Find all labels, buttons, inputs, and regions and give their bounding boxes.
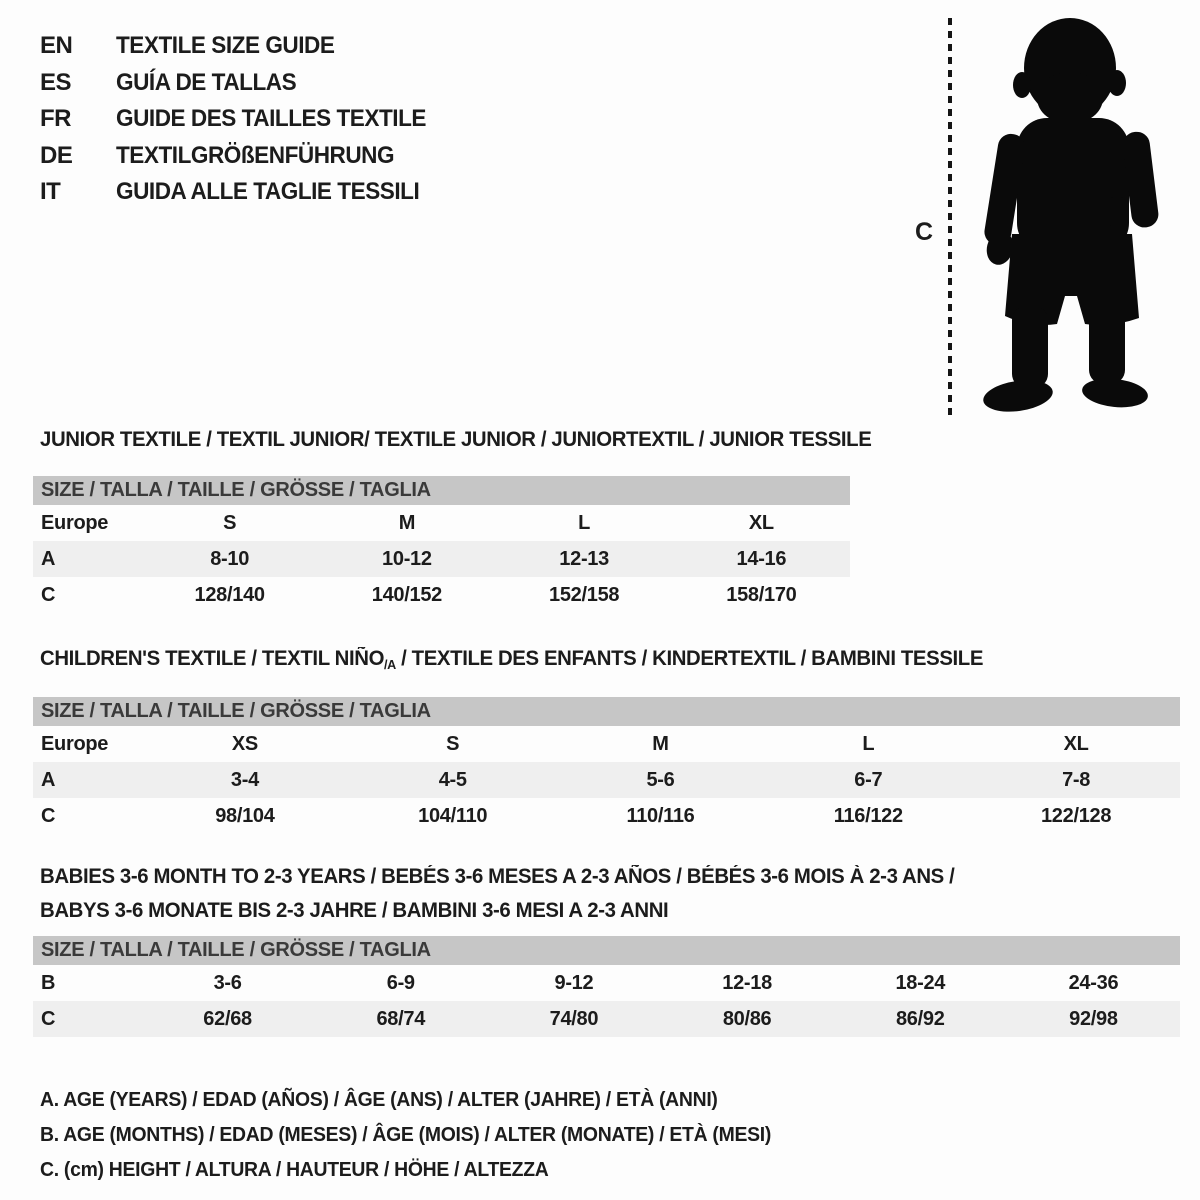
size-cell: L bbox=[578, 511, 591, 534]
height-cell: 98/104 bbox=[215, 804, 275, 827]
age-cell: 10-12 bbox=[382, 547, 432, 570]
title-part: CHILDREN'S TEXTILE / TEXTIL NIÑO bbox=[40, 647, 385, 670]
language-title: GUÍA DE TALLAS bbox=[116, 68, 297, 96]
height-measure-line bbox=[948, 18, 952, 418]
age-cell: 12-13 bbox=[559, 547, 609, 570]
row-label: A bbox=[41, 547, 56, 570]
age-cell: 3-4 bbox=[230, 768, 259, 791]
table-row-europe bbox=[33, 505, 850, 541]
language-title: TEXTILE SIZE GUIDE bbox=[116, 32, 335, 60]
babies-size-table bbox=[33, 936, 1180, 1037]
language-code: EN bbox=[40, 32, 73, 60]
age-cell: 14-16 bbox=[736, 547, 787, 570]
table-row-europe bbox=[33, 726, 1180, 762]
age-cell: 8-10 bbox=[210, 547, 250, 570]
language-code: ES bbox=[40, 68, 72, 96]
row-label: C bbox=[41, 583, 56, 606]
legend bbox=[40, 1083, 1183, 1188]
junior-size-table bbox=[33, 476, 850, 613]
age-cell: 7-8 bbox=[1062, 768, 1091, 791]
size-header-bar: SIZE / TALLA / TAILLE / GRÖSSE / TAGLIA bbox=[33, 936, 1180, 965]
height-cell: 92/98 bbox=[1069, 1007, 1118, 1030]
height-cell: 152/158 bbox=[549, 583, 620, 606]
size-cell: S bbox=[446, 732, 460, 755]
language-code: FR bbox=[40, 105, 71, 133]
legend-age-years: A. AGE (YEARS) / EDAD (AÑOS) / ÂGE (ANS) / ALTER (JAHRE) / ETÀ (ANNI) bbox=[40, 1089, 718, 1111]
row-label: B bbox=[41, 971, 56, 994]
height-cell: 158/170 bbox=[726, 583, 797, 606]
months-cell: 9-12 bbox=[554, 971, 594, 994]
section-title-babies bbox=[40, 860, 1149, 928]
size-tables bbox=[33, 428, 1183, 1188]
size-cell: XS bbox=[231, 732, 258, 755]
months-cell: 3-6 bbox=[213, 971, 242, 994]
language-title: GUIDE DES TAILLES TEXTILE bbox=[116, 105, 426, 133]
months-cell: 12-18 bbox=[722, 971, 772, 994]
table-row-age bbox=[33, 762, 1180, 798]
height-cell: 116/122 bbox=[833, 804, 903, 827]
age-cell: 6-7 bbox=[854, 768, 883, 791]
title-line: BABYS 3-6 MONATE BIS 2-3 JAHRE / BAMBINI 3-6 MESI A 2-3 ANNI bbox=[40, 899, 669, 922]
table-row-height bbox=[33, 798, 1180, 834]
language-list bbox=[40, 28, 446, 211]
height-cell: 86/92 bbox=[895, 1007, 945, 1030]
height-cell: 80/86 bbox=[722, 1007, 772, 1030]
toddler-silhouette-icon bbox=[965, 8, 1185, 422]
size-header-bar: SIZE / TALLA / TAILLE / GRÖSSE / TAGLIA bbox=[33, 697, 1180, 726]
language-code: DE bbox=[40, 141, 73, 169]
section-title-children bbox=[40, 647, 1149, 677]
size-cell: L bbox=[862, 732, 875, 755]
height-cell: 62/68 bbox=[203, 1007, 252, 1030]
title-part: / TEXTILE DES ENFANTS / KINDERTEXTIL / BAMBINI TESSILE bbox=[395, 647, 984, 670]
row-label: C bbox=[41, 1007, 56, 1030]
size-cell: XL bbox=[1063, 732, 1089, 755]
size-cell: XL bbox=[748, 511, 774, 534]
language-title: GUIDA ALLE TAGLIE TESSILI bbox=[116, 178, 420, 206]
months-cell: 24-36 bbox=[1068, 971, 1119, 994]
table-row-height bbox=[33, 1001, 1180, 1037]
months-cell: 6-9 bbox=[386, 971, 415, 994]
height-cell: 110/116 bbox=[626, 804, 695, 827]
row-label: C bbox=[41, 804, 56, 827]
language-row-de bbox=[40, 138, 446, 175]
row-label: A bbox=[41, 768, 56, 791]
language-row-es bbox=[40, 65, 446, 102]
age-cell: 5-6 bbox=[646, 768, 675, 791]
legend-height: C. (cm) HEIGHT / ALTURA / HAUTEUR / HÖHE / ALTEZZA bbox=[40, 1159, 549, 1181]
table-row-months bbox=[33, 965, 1180, 1001]
language-row-fr bbox=[40, 101, 446, 138]
size-header-bar: SIZE / TALLA / TAILLE / GRÖSSE / TAGLIA bbox=[33, 476, 850, 505]
height-cell: 122/128 bbox=[1040, 804, 1112, 827]
title-subscript: /A bbox=[384, 657, 396, 672]
title-line: BABIES 3-6 MONTH TO 2-3 YEARS / BEBÉS 3-6 MESES A 2-3 AÑOS / BÉBÉS 3-6 MOIS À 2-3 ANS / bbox=[40, 865, 955, 888]
months-cell: 18-24 bbox=[895, 971, 946, 994]
language-row-en bbox=[40, 28, 446, 65]
height-cell: 140/152 bbox=[371, 583, 442, 606]
height-cell: 104/110 bbox=[418, 804, 488, 827]
row-label: Europe bbox=[41, 511, 109, 534]
section-title-junior: JUNIOR TEXTILE / TEXTIL JUNIOR/ TEXTILE JUNIOR / JUNIORTEXTIL / JUNIOR TESSILE bbox=[40, 428, 872, 451]
table-row-age bbox=[33, 541, 850, 577]
height-cell: 68/74 bbox=[376, 1007, 426, 1030]
language-title: TEXTILGRÖßENFÜHRUNG bbox=[116, 141, 395, 169]
height-cell: 74/80 bbox=[549, 1007, 599, 1030]
height-measure-label: C bbox=[915, 218, 934, 246]
table-row-height bbox=[33, 577, 850, 613]
size-cell: M bbox=[652, 732, 669, 755]
language-row-it bbox=[40, 174, 446, 211]
row-label: Europe bbox=[41, 732, 109, 755]
language-code: IT bbox=[40, 178, 61, 206]
height-cell: 128/140 bbox=[194, 583, 265, 606]
children-size-table bbox=[33, 697, 1180, 834]
age-cell: 4-5 bbox=[438, 768, 467, 791]
size-cell: S bbox=[223, 511, 237, 534]
size-cell: M bbox=[398, 511, 416, 534]
legend-age-months: B. AGE (MONTHS) / EDAD (MESES) / ÂGE (MOIS) / ALTER (MONATE) / ETÀ (MESI) bbox=[40, 1124, 772, 1146]
